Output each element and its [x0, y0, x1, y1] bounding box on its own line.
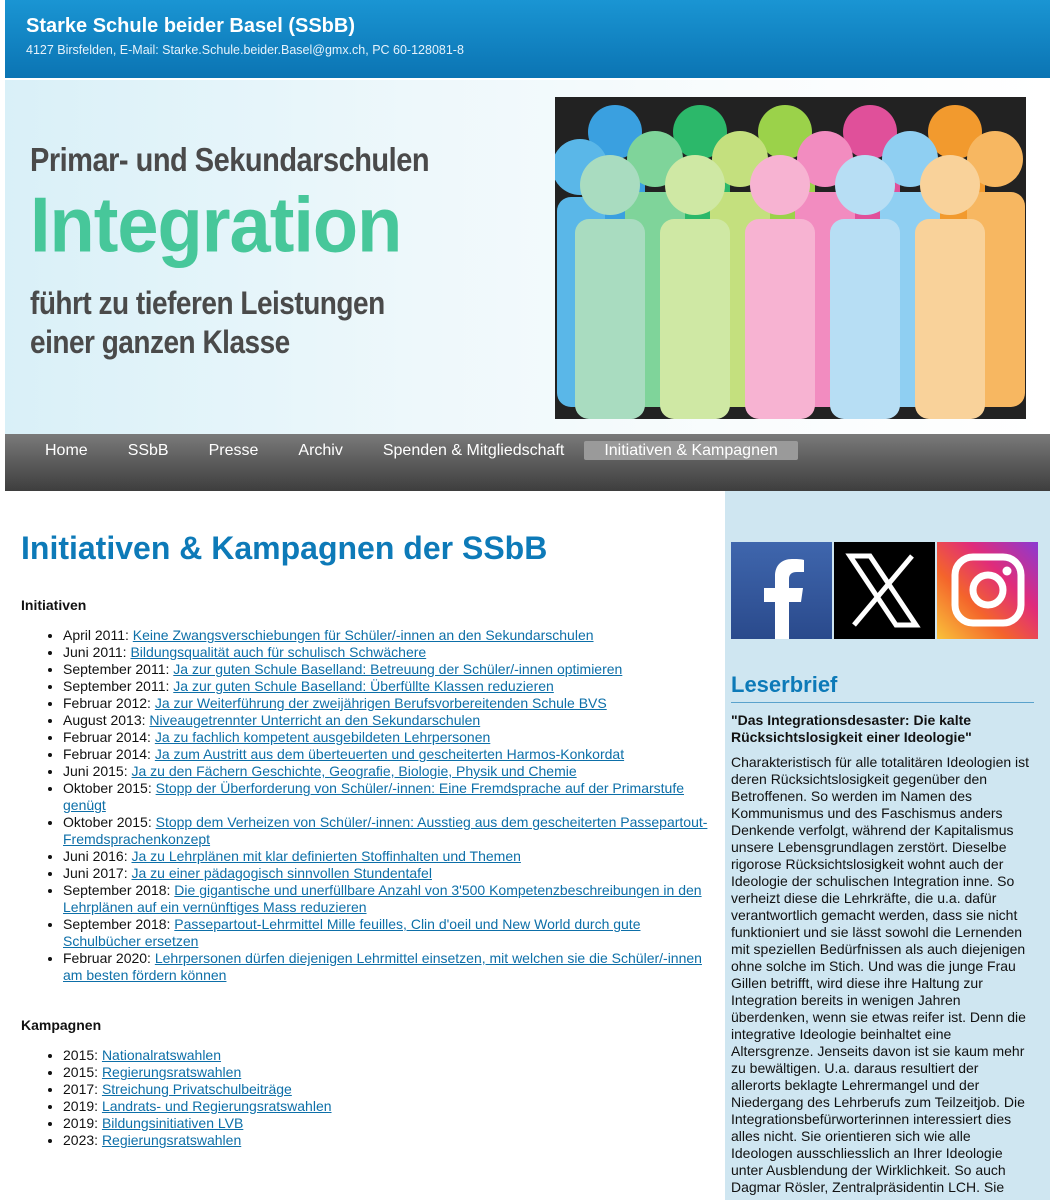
item-link[interactable]: Regierungsratswahlen	[101, 1132, 242, 1148]
item-date: Juni 2016:	[63, 848, 132, 864]
item-date: Februar 2020:	[63, 950, 155, 966]
item-date: September 2011:	[63, 661, 174, 677]
item-date: August 2013:	[63, 712, 150, 728]
item-date: September 2018:	[63, 916, 175, 932]
item-link[interactable]: Stopp der Überforderung von Schüler/-innen: Eine Fremdsprache auf der Primarstufe genügt	[63, 780, 685, 813]
item-link[interactable]: Regierungsratswahlen	[101, 1064, 242, 1080]
main-navigation	[5, 434, 1050, 491]
letter-body: Charakteristisch für alle totalitären Ideologien ist deren Rücksichtslosigkeit gegenüber den Betroffenen. So werden im Namen des Kommunismus und des Faschismus anders Denkende verfolgt, während der Kapitalismus unsere Lebensgrundlagen zerstört. Dieselbe rigorose Rücksichtslosigkeit wohnt auch der Ideologie der schulischen Integration inne. So verheizt diese die Lehrkräfte, die u.a. dafür verantwortlich gemacht werden, dass sie nicht funktioniert und sie lässt sowohl die Lernenden mit speziellen Bedürfnissen als auch diejenigen ohne solche im Stich. Und was die junge Frau Gillen betrifft, wird diese ihre Haltung zur Integration bereits in wenigen Jahren überdenken, wenn sie etwas reifer ist. Denn die integrative Ideologie beinhaltet eine Altersgrenze. Jenseits davon ist sie kaum mehr zu bewältigen. U.a. daraus resultiert der allerorts beklagte Lehrermangel und der Niedergang des Lehrberufs zum Teilzeitjob. Die Integrationsbefürworterinnen interessiert dies alles nicht. Sie orientieren sich wie alle Ideologen ausschliesslich an Ihrer Ideologie unter Ausblendung der Wirklichkeit. So auch Dagmar Rösler, Zentralpräsidentin LCH. Sie	[731, 754, 1030, 1195]
item-date: Februar 2014:	[63, 729, 155, 745]
site-title[interactable]: Starke Schule beider Basel (SSbB)	[26, 15, 356, 37]
site-subtitle: 4127 Birsfelden, E-Mail: Starke.Schule.beider.Basel@gmx.ch, PC 60-128081-8	[26, 43, 464, 57]
list-item	[63, 1081, 711, 1098]
banner-line-2: Integration	[30, 181, 402, 269]
list-item	[63, 729, 711, 746]
item-date: Juni 2011:	[63, 644, 131, 660]
nav-home[interactable]: Home	[45, 442, 88, 459]
list-item	[63, 1098, 711, 1115]
item-date: Juni 2017:	[63, 865, 132, 881]
item-date: Februar 2012:	[63, 695, 155, 711]
list-item	[63, 1047, 711, 1064]
hero-banner	[5, 80, 1050, 434]
letter-title: "Das Integrationsdesaster: Die kalte Rücksichtslosigkeit einer Ideologie"	[731, 712, 972, 745]
list-item	[63, 814, 711, 848]
item-link[interactable]: Ja zu den Fächern Geschichte, Geografie, Biologie, Physik und Chemie	[131, 763, 577, 779]
item-date: Oktober 2015:	[63, 780, 156, 796]
list-item	[63, 1132, 711, 1149]
nav-ssbb[interactable]: SSbB	[127, 442, 169, 459]
item-date: 2019:	[63, 1115, 102, 1131]
item-date: April 2011:	[63, 627, 133, 643]
item-link[interactable]: Ja zu fachlich kompetent ausgebildeten Lehrpersonen	[154, 729, 491, 745]
item-link[interactable]: Ja zu einer pädagogisch sinnvollen Stundentafel	[131, 865, 432, 881]
item-link[interactable]: Niveaugetrennter Unterricht an den Sekundarschulen	[149, 712, 481, 728]
list-item	[63, 1064, 711, 1081]
nav-spenden[interactable]: Spenden & Mitgliedschaft	[382, 442, 565, 459]
list-item	[63, 746, 711, 763]
item-link[interactable]: Bildungsinitiativen LVB	[101, 1115, 244, 1131]
list-item	[63, 763, 711, 780]
nav-presse[interactable]: Presse	[208, 442, 259, 459]
list-item	[63, 882, 711, 916]
list-item	[63, 712, 711, 729]
item-link[interactable]: Ja zur guten Schule Baselland: Überfüllte Klassen reduzieren	[173, 678, 554, 694]
list-item	[63, 1115, 711, 1132]
banner-line-1: Primar- und Sekundarschulen	[30, 142, 430, 179]
list-item	[63, 678, 711, 695]
item-date: 2023:	[63, 1132, 102, 1148]
item-link[interactable]: Streichung Privatschulbeiträge	[101, 1081, 292, 1097]
item-link[interactable]: Die gigantische und unerfüllbare Anzahl von 3'500 Kompetenzbeschreibungen in den Lehrplänen auf ein vernünftiges Mass reduzieren	[63, 882, 702, 915]
site-header	[5, 0, 1050, 78]
people-illustration	[555, 97, 1026, 419]
list-item	[63, 695, 711, 712]
list-item	[63, 780, 711, 814]
item-date: 2015:	[63, 1064, 102, 1080]
banner-line-3: führt zu tieferen Leistungen	[30, 285, 385, 321]
x-icon[interactable]	[834, 542, 935, 639]
list-item	[63, 661, 711, 678]
item-link[interactable]: Lehrpersonen dürfen diejenigen Lehrmittel einsetzen, mit welchen sie die Schüler/-innen am besten fördern können	[63, 950, 702, 983]
social-links	[731, 542, 1038, 639]
nav-archiv[interactable]: Archiv	[298, 442, 343, 459]
campaigns-list	[21, 1047, 711, 1149]
main-content	[21, 530, 711, 1149]
banner-line-4: einer ganzen Klasse	[30, 324, 290, 360]
item-date: Juni 2015:	[63, 763, 132, 779]
list-item	[63, 848, 711, 865]
item-link[interactable]: Keine Zwangsverschiebungen für Schüler/-innen an den Sekundarschulen	[132, 627, 594, 643]
instagram-icon[interactable]	[937, 542, 1038, 639]
item-link[interactable]: Ja zur guten Schule Baselland: Betreuung der Schüler/-innen optimieren	[173, 661, 623, 677]
list-item	[63, 644, 711, 661]
item-date: 2015:	[63, 1047, 102, 1063]
item-date: Februar 2014:	[63, 746, 155, 762]
initiatives-list	[21, 627, 711, 984]
page-title: Initiativen & Kampagnen der SSbB	[21, 530, 548, 566]
item-date: September 2018:	[63, 882, 175, 898]
sidebar-heading: Leserbrief	[731, 672, 1034, 703]
item-date: 2019:	[63, 1098, 102, 1114]
list-item	[63, 865, 711, 882]
item-link[interactable]: Ja zum Austritt aus dem überteuerten und gescheiterten Harmos-Konkordat	[154, 746, 625, 762]
item-link[interactable]: Passepartout-Lehrmittel Mille feuilles, Clin d'oeil und New World durch gute Schulbücher ersetzen	[63, 916, 641, 949]
item-link[interactable]: Bildungsqualität auch für schulisch Schwächere	[130, 644, 427, 660]
item-link[interactable]: Landrats- und Regierungsratswahlen	[101, 1098, 332, 1114]
item-date: September 2011:	[63, 678, 174, 694]
item-date: 2017:	[63, 1081, 102, 1097]
list-item	[63, 627, 711, 644]
list-item	[63, 916, 711, 950]
item-link[interactable]: Stopp dem Verheizen von Schüler/-innen: Ausstieg aus dem gescheiterten Passepartout-Fremdsprachenkonzept	[63, 814, 708, 847]
sidebar	[725, 491, 1050, 1200]
item-link[interactable]: Ja zur Weiterführung der zweijährigen Berufsvorbereitenden Schule BVS	[154, 695, 607, 711]
item-date: Oktober 2015:	[63, 814, 156, 830]
nav-initiativen[interactable]: Initiativen & Kampagnen	[584, 441, 797, 460]
list-item	[63, 950, 711, 984]
item-link[interactable]: Nationalratswahlen	[101, 1047, 222, 1063]
initiatives-heading: Initiativen	[21, 597, 87, 613]
campaigns-heading: Kampagnen	[21, 1017, 102, 1033]
facebook-icon[interactable]	[731, 542, 832, 639]
item-link[interactable]: Ja zu Lehrplänen mit klar definierten Stoffinhalten und Themen	[131, 848, 521, 864]
people-icon	[555, 97, 1026, 419]
